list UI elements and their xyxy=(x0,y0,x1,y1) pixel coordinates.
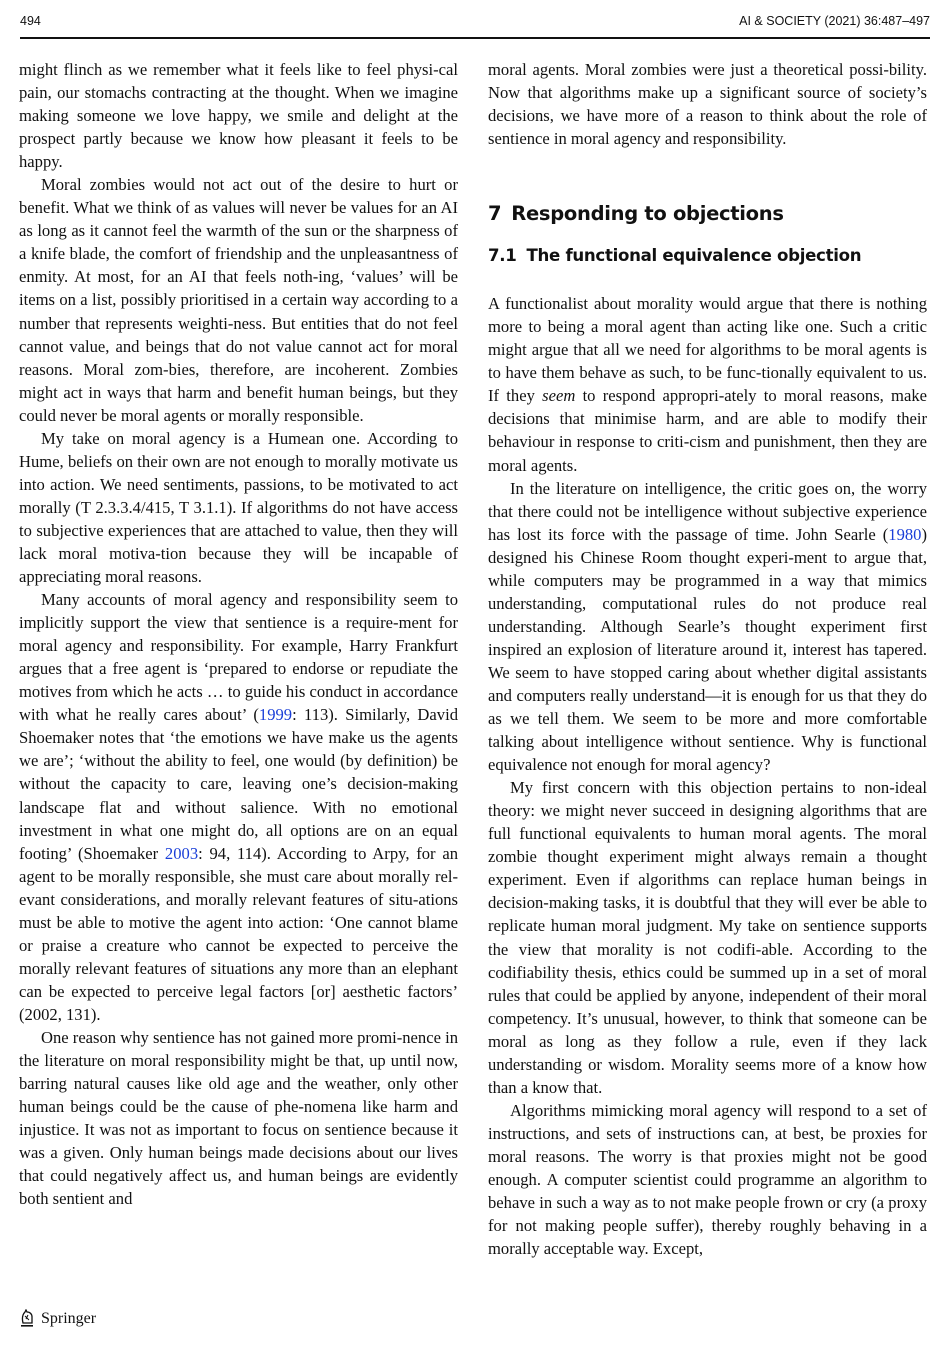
running-header xyxy=(20,14,930,38)
citation-link-2003[interactable]: 2003 xyxy=(164,843,199,863)
paragraph xyxy=(488,477,927,777)
page-number: 494 xyxy=(20,14,41,28)
subsection-number: 7.1 xyxy=(488,246,517,266)
text-run: : 94, 114). According to Arpy, for an agent to be morally responsible, she must care about morally rel-evant considerations, and morally relevant features of situ-ations must be able to motive the agent into action: ‘One cannot blame or praise a creature who cannot be expected to perceive the morally relevant features of situations any more than an elephant can be expected to perceive legal factors [or] aesthetic factors’ (2002, 131). xyxy=(19,843,458,1024)
text-run: ) designed his Chinese Room thought experi-ment to argue that, while computers may be programmed in a way that mimics understanding, computational rules do not produce real understanding. Although Searle’s thought experiment first inspired an explosion of literature around it, interest has tapered. We seem to have stopped caring about whether digital assistants and computers really understand—it is enough for us that they do as we tell them. We seem to be more and more comfortable talking about intelligence without sentience. Why is functional equivalence not enough for moral agency? xyxy=(488,524,927,775)
paragraph: Algorithms mimicking moral agency will respond to a set of instructions, and sets of instructions can, at best, be proxies for moral reasons. The worry is that proxies might not be good enough. A computer scientist could programme an algorithm to behave in such a way as to not make people frown or cry (a proxy for not making people suffer), thereby roughly behaving in a morally acceptable way. Except, xyxy=(488,1100,927,1259)
publisher-name: Springer xyxy=(41,1310,97,1327)
publisher-footer xyxy=(19,1309,96,1329)
header-rule xyxy=(20,37,930,39)
citation-link-1980[interactable]: 1980 xyxy=(888,524,922,544)
text-run: A functionalist about morality would argue that there is nothing more to being a moral agent than acting like one. Such a critic might argue that all we need for algorithms to be moral agents is to have them behave as such, to be func-tionally equivalent to us. If they xyxy=(488,294,927,406)
paragraph: moral agents. Moral zombies were just a theoretical possi-bility. Now that algorithms make up a significant source of society’s decisions, we have more of a reason to think about the role of sentience in moral agency and responsibility. xyxy=(488,60,927,149)
paragraph: Moral zombies would not act out of the desire to hurt or benefit. What we think of as values will never be values for an AI as long as it cannot feel the warmth of the sun or the sharpness of a knife blade, the comfort of friendship and the unpleasantness of enmity. At most, for an AI that feels noth-ing, ‘values’ will be items on a list, possibly prioritised in a certain way according to a number that represents weighti-ness. But entities that do not feel cannot value, and beings that do not value cannot act for moral reasons. Moral zom-bies, therefore, are incoherent. Zombies might act in ways that harm and benefit human beings, but they could never be moral agents or morally responsible. xyxy=(19,175,458,425)
subsection-heading xyxy=(488,244,927,268)
paragraph: My first concern with this objection pertains to non-ideal theory: we might never succeed in designing algorithms that are full functional equivalents to human moral agents. The moral zombie thought experiment might always remain a thought experiment. Even if algorithms can replace human beings in decision-making tasks, it is doubtful that they will ever be able to replicate human moral judgment. My take on sentience supports the view that morality is not codifi-able. According to the codifiability thesis, ethics could be summed up in a set of moral rules that could be applied by anyone, independent of their moral competency. It’s unusual, however, to think that someone can be moral as long as they follow a rule, even if they lack understanding or wisdom. Morality seems more of a know how than a know that. xyxy=(488,778,927,1097)
section-title: Responding to objections xyxy=(511,202,784,226)
emphasis: seem xyxy=(542,386,576,406)
text-run: : 113). Similarly, David Shoemaker notes that ‘the emotions we have make us the agents we are’; ‘without the ability to feel, one would (by definition) be without the capacity to care, leaving one’s decision-making landscape flat and without salience. With no emotional investment in what one might do, all options are on an equal footing’ (Shoemaker xyxy=(19,705,458,863)
springer-knight-icon xyxy=(19,1309,35,1329)
section-heading xyxy=(488,200,927,228)
left-column xyxy=(19,58,458,1210)
paragraph xyxy=(19,588,458,1026)
paragraph: might flinch as we remember what it feels like to feel physi-cal pain, our stomachs contracting at the thought. When we imagine making someone we love happy, we smile and delight at the prospect partly because we know how pleasant it feels to be happy. xyxy=(19,60,458,172)
paragraph: My take on moral agency is a Humean one. According to Hume, beliefs on their own are not enough to morally motivate us into action. We need sentiments, passions, to be motivated to act morally (T 2.3.3.4/415, T 3.1.1). If algorithms do not have access to subjective experiences that are attached to value, then they will lack moral motiva-tion because they will be incapable of appreciating moral reasons. xyxy=(19,428,458,587)
section-number: 7 xyxy=(488,202,502,226)
paragraph: One reason why sentience has not gained more promi-nence in the literature on moral responsibility might be that, up until now, barring natural causes like old age and the weather, only other human beings could be the cause of phe-nomena like harm and injustice. It was not as important to focus on sentience because it was a given. Only human beings made decisions about our lives that could negatively affect us, and human beings are evidently both sentient and xyxy=(19,1027,459,1209)
text-run: Many accounts of moral agency and responsibility seem to implicitly support the view that sentience is a require-ment for moral agency and responsibility. For example, Harry Frankfurt argues that a free agent is ‘prepared to endorse or repudiate the motives from which he acts … to guide his conduct in accordance with what he really cares about’ ( xyxy=(19,590,458,725)
text-run: In the literature on intelligence, the critic goes on, the worry that there could not be intelligence without subjective experience has lost its force with the passage of time. John Searle ( xyxy=(488,478,927,544)
text-run: to respond appropri-ately to moral reasons, make decisions that minimise harm, and are able to modify their behaviour in response to criti-cism and punishment, then they are moral agents. xyxy=(488,386,927,475)
right-column xyxy=(488,58,927,1260)
journal-citation: AI & SOCIETY (2021) 36:487–497 xyxy=(739,14,930,28)
citation-link-1999[interactable]: 1999 xyxy=(258,705,293,725)
subsection-title: The functional equivalence objection xyxy=(526,246,862,266)
paragraph xyxy=(488,292,927,476)
